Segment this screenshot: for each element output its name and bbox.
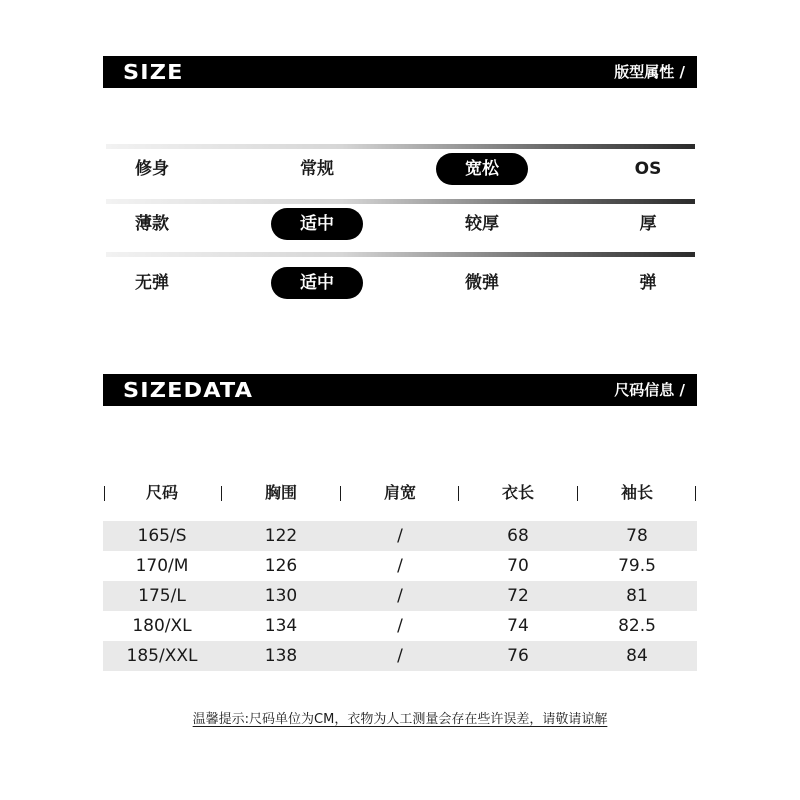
cell-chest: 130 [264, 586, 298, 606]
table-row [103, 611, 697, 641]
column-divider [695, 486, 696, 501]
measurement-note [0, 708, 800, 727]
cell-chest: 138 [264, 646, 298, 666]
thickness-option-thick: 厚 [639, 214, 657, 234]
header-length: 衣长 [501, 483, 534, 502]
elasticity-option-stretch: 弹 [639, 273, 657, 293]
cell-length: 76 [507, 646, 529, 666]
cell-size: 185/XXL [126, 646, 198, 666]
elasticity-option-slight: 微弹 [465, 273, 499, 293]
elasticity-row [106, 252, 695, 302]
size-subtitle: 版型属性 / [614, 63, 685, 81]
cell-size: 175/L [138, 586, 186, 606]
cell-size: 165/S [137, 526, 187, 546]
gradient-bar [106, 199, 695, 204]
cell-sleeve: 79.5 [618, 556, 656, 576]
measurement-note-text: 温馨提示:尺码单位为CM，衣物为人工测量会存在些许误差，请敬请谅解 [192, 712, 608, 727]
cell-chest: 122 [264, 526, 298, 546]
thickness-option-medium-selected: 适中 [271, 208, 363, 240]
fit-row [106, 144, 695, 190]
cell-shoulder: / [397, 616, 403, 636]
cell-sleeve: 82.5 [618, 616, 656, 636]
cell-length: 68 [507, 526, 529, 546]
size-table-header [103, 478, 697, 508]
fit-option-loose-selected: 宽松 [436, 153, 528, 185]
table-row [103, 521, 697, 551]
cell-sleeve: 78 [626, 526, 648, 546]
cell-shoulder: / [397, 586, 403, 606]
gradient-bar [106, 252, 695, 257]
fit-option-regular: 常规 [300, 159, 334, 179]
cell-sleeve: 81 [626, 586, 648, 606]
cell-size: 170/M [135, 556, 189, 576]
header-sleeve: 袖长 [620, 483, 653, 502]
elasticity-option-medium-selected: 适中 [271, 267, 363, 299]
cell-length: 70 [507, 556, 529, 576]
cell-shoulder: / [397, 646, 403, 666]
sizedata-subtitle: 尺码信息 / [614, 381, 685, 399]
sizedata-banner [103, 374, 697, 406]
cell-length: 72 [507, 586, 529, 606]
gradient-bar [106, 144, 695, 149]
cell-chest: 126 [264, 556, 298, 576]
thickness-row [106, 199, 695, 245]
header-size: 尺码 [145, 483, 178, 502]
thickness-option-thicker: 较厚 [465, 214, 499, 234]
cell-size: 180/XL [132, 616, 192, 636]
cell-sleeve: 84 [626, 646, 648, 666]
cell-shoulder: / [397, 526, 403, 546]
sizedata-title: SIZEDATA [123, 378, 254, 402]
fit-option-slim: 修身 [135, 159, 169, 179]
size-title: SIZE [123, 60, 184, 84]
header-chest: 胸围 [264, 483, 297, 502]
table-row [103, 581, 697, 611]
thickness-option-thin: 薄款 [135, 214, 169, 234]
table-row [103, 641, 697, 671]
cell-shoulder: / [397, 556, 403, 576]
header-shoulder: 肩宽 [383, 483, 416, 502]
cell-length: 74 [507, 616, 529, 636]
size-banner [103, 56, 697, 88]
cell-chest: 134 [264, 616, 298, 636]
fit-option-os: OS [634, 159, 662, 179]
elasticity-option-none: 无弹 [135, 273, 169, 293]
table-row [103, 551, 697, 581]
